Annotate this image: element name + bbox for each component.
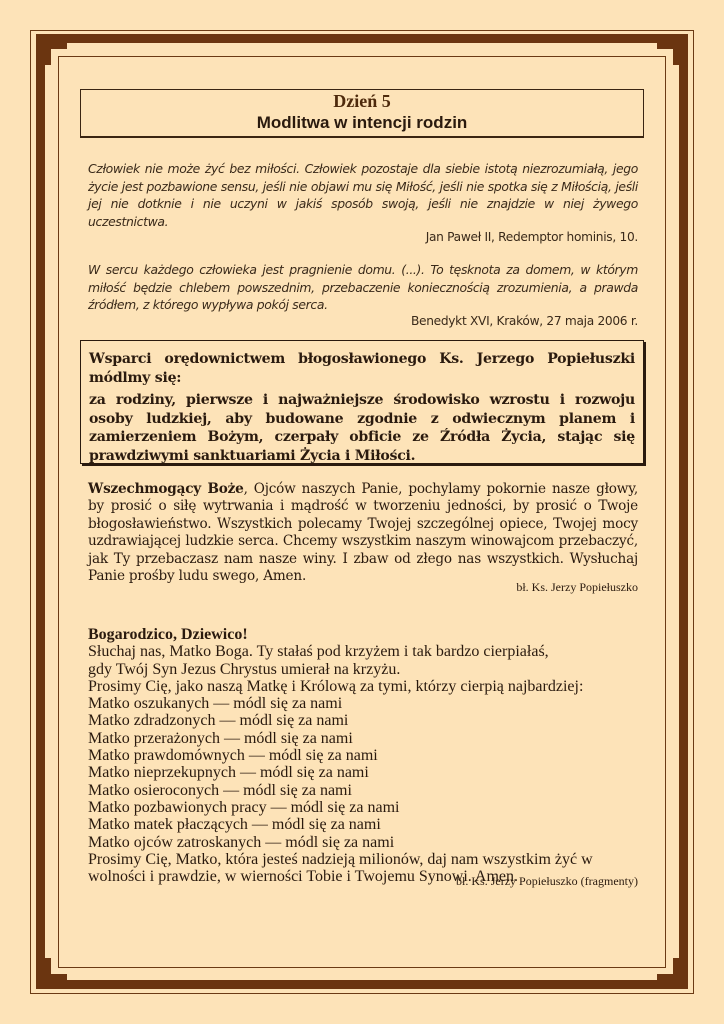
litany-line: Matko ojców zatroskanych — módl się za nami [88,833,395,851]
litany-line: Prosimy Cię, Matko, która jesteś nadzieją milionów, daj nam wszystkim żyć w [88,850,593,868]
prayer-text: , Ojców naszych Panie, pochylamy pokornie nasze głowy, by prosić o siłę wytrwania i mądrość w tworzeniu jedności, by prosić o Twoje błogosławieństwo. Wszystkich polecamy Twojej szczególnej opiece, Twojej mocy uzdrawiającej ludzkie serca. Chcemy wszystkim naszym winowajcom przebaczyć, jak Ty przebaczasz nam nasze winy. I zbaw od złego nas wszystkich. Wysłuchaj Panie prośby ludu swego, Amen. [88,481,638,585]
litany-line: Matko oszukanych — módl się za nami [88,695,343,713]
corner-tl-v [45,43,51,65]
litany-line: Matko nieprzekupnych — módl się za nami [88,764,369,782]
corner-bl-v [45,958,51,980]
prayer-paragraph [88,481,638,585]
intention-heading: Wsparci orędownictwem błogosławionego Ks. Jerzego Popiełuszki módlmy się: [89,351,635,386]
quote-benedict: W sercu każdego człowieka jest pragnienie domu. (...). To tęsknota za domem, w którym miłość będzie chlebem powszednim, przebaczenie koniecznością zrozumienia, a prawda źródłem, z którego wypływa pokój serca. [88,262,638,312]
litany-line: Słuchaj nas, Matko Boga. Ty stałaś pod krzyżem i tak bardzo cierpiałaś, [88,643,549,661]
intention-body: za rodziny, pierwsze i najważniejsze środowisko wzrostu i rozwoju osoby ludzkiej, aby budowane zgodnie z odwiecznym planem i zamierzeniem Bożym, czerpały obficie ze Źródła Życia, stając się prawdziwymi sanktuariami Życia i Miłości. [89,392,635,464]
title-box [80,89,644,137]
litany-line: wolności i prawdzie, w wierności Tobie i Twojemu Synowi. Amen. [88,868,518,886]
litany-line: Matko osieroconych — módl się za nami [88,781,352,799]
litany-line: Matko zdradzonych — módl się za nami [88,712,349,730]
litany-line: gdy Twój Syn Jezus Chrystus umierał na krzyżu. [88,660,401,678]
frame-bottom-bar [36,980,688,989]
intention-box [80,340,644,464]
prayer-opening: Wszechmogący Boże [88,481,244,497]
prayer-signature: bł. Ks. Jerzy Popiełuszko [516,580,638,594]
quote-source-john-paul: Jan Paweł II, Redemptor hominis, 10. [425,230,638,244]
litany [88,626,644,885]
litany-line: Matko przerażonych — módl się za nami [88,729,353,747]
corner-br-v [673,958,679,980]
litany-line: Matko prawdomównych — módl się za nami [88,747,378,765]
litany-signature: bł. Ks. Jerzy Popiełuszko (fragmenty) [456,874,638,888]
corner-tr-v [673,43,679,65]
frame-right-bar [679,34,688,989]
litany-line: Matko pozbawionych pracy — módl się za nami [88,798,400,816]
day-heading: Dzień 5 [333,91,391,111]
litany-line: Matko matek płaczących — módl się za nami [88,816,381,834]
quote-john-paul: Człowiek nie może żyć bez miłości. Człowiek pozostaje dla siebie istotą niezrozumiałą, jego życie jest pozbawione sensu, jeśli nie objawi mu się Miłość, jeśli nie spotka się z Miłością, jeśli jej nie dotknie i nie uczyni w jakiś sposób swoją, jeśli nie znajdzie w niej żywego uczestnictwa. [88,161,638,229]
litany-line: Prosimy Cię, jako naszą Matkę i Królową za tymi, którzy cierpią najbardziej: [88,677,584,695]
quote-source-benedict: Benedykt XVI, Kraków, 27 maja 2006 r. [410,314,638,328]
litany-heading: Bogarodzico, Dziewico! [88,626,248,643]
frame-left-bar [36,34,45,989]
frame-top-bar [36,34,688,43]
page-title: Modlitwa w intencji rodzin [256,113,468,132]
